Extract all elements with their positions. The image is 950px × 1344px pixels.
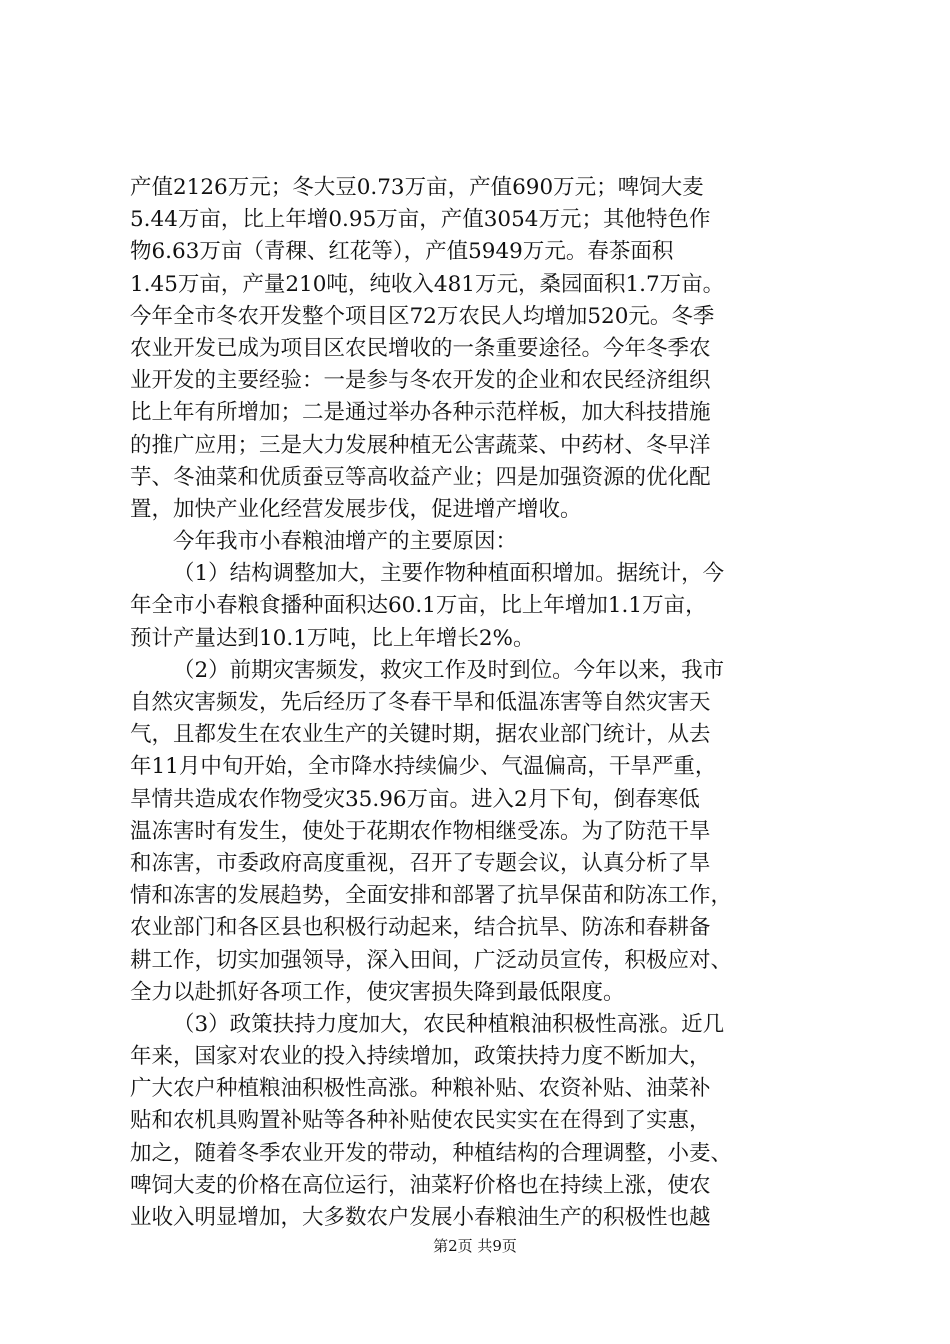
text-line: 5.44万亩，比上年增0.95万亩，产值3054万元；其他特色作 [130,207,711,233]
text-line: 年来，国家对农业的投入持续增加，政策扶持力度不断加大， [130,1044,711,1070]
text-line: 预计产量达到10.1万吨，比上年增长2%。 [130,625,535,651]
text-line: 年全市小春粮食播种面积达60.1万亩，比上年增加1.1万亩， [130,593,707,619]
text-line: 今年全市冬农开发整个项目区72万农民人均增加520元。冬季 [130,303,715,329]
text-line: 和冻害，市委政府高度重视，召开了专题会议，认真分析了旱 [130,850,711,876]
text-line: 啤饲大麦的价格在高位运行，油菜籽价格也在持续上涨，使农 [130,1172,711,1198]
text-line: 耕工作，切实加强领导，深入田间，广泛动员宣传，积极应对、 [130,947,733,973]
text-line: 农业开发已成为项目区农民增收的一条重要途径。今年冬季农 [130,335,711,361]
text-line: 业收入明显增加，大多数农户发展小春粮油生产的积极性也越 [130,1205,711,1230]
text-line: 广大农户种植粮油积极性高涨。种粮补贴、农资补贴、油菜补 [130,1076,711,1102]
paragraph-heading: 今年我市小春粮油增产的主要原因： [173,529,518,555]
text-line: （1）结构调整加大，主要作物种植面积增加。据统计，今 [173,561,725,587]
text-line: 情和冻害的发展趋势，全面安排和部署了抗旱保苗和防冻工作， [130,883,733,909]
text-line: 比上年有所增加；二是通过举办各种示范样板，加大科技措施 [130,400,711,426]
text-line: 加之，随着冬季农业开发的带动，种植结构的合理调整，小麦、 [130,1140,733,1166]
text-line: 物6.63万亩（青稞、红花等），产值5949万元。春茶面积 [130,239,674,265]
text-line: 产值2126万元；冬大豆0.73万亩，产值690万元；啤饲大麦 [130,175,704,200]
text-line: （3）政策扶持力度加大，农民种植粮油积极性高涨。近几 [173,1011,725,1037]
text-line: 的推广应用；三是大力发展种植无公害蔬菜、中药材、冬早洋 [130,432,711,458]
text-line: 旱情共造成农作物受灾35.96万亩。进入2月下旬，倒春寒低 [130,786,700,812]
text-line: 自然灾害频发，先后经历了冬春干旱和低温冻害等自然灾害天 [130,690,711,715]
text-line: 1.45万亩，产量210吨，纯收入481万元，桑园面积1.7万亩。 [130,271,725,297]
text-line: 温冻害时有发生，使处于花期农作物相继受冻。为了防范干旱 [130,818,711,844]
text-line: 年11月中旬开始，全市降水持续偏少、气温偏高，干旱严重， [130,754,717,780]
page-number-footer: 第2页 共9页 [433,1237,517,1255]
text-line: 业开发的主要经验：一是参与冬农开发的企业和农民经济组织 [130,368,711,394]
text-line: 贴和农机具购置补贴等各种补贴使农民实实在在得到了实惠， [130,1108,711,1134]
text-line: 全力以赴抓好各项工作，使灾害损失降到最低限度。 [130,979,625,1005]
text-line: 农业部门和各区县也积极行动起来，结合抗旱、防冻和春耕备 [130,915,711,941]
text-line: 芋、冬油菜和优质蚕豆等高收益产业；四是加强资源的优化配 [130,464,711,490]
text-line: （2）前期灾害频发，救灾工作及时到位。今年以来，我市 [173,657,725,683]
document-body [130,172,830,1234]
text-line: 置，加快产业化经营发展步伐，促进增产增收。 [130,496,582,522]
text-line: 气，且都发生在农业生产的关键时期，据农业部门统计，从去 [130,722,711,748]
